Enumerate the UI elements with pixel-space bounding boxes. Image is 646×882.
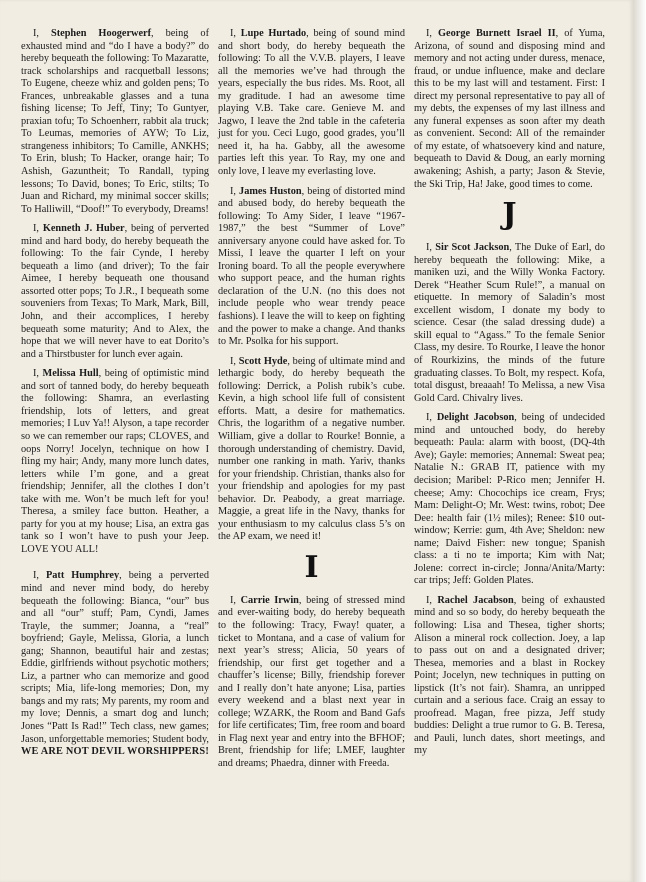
column-3 <box>414 28 605 765</box>
entry-closing: WE ARE NOT DEVIL WORSHIPPERS! <box>21 746 209 758</box>
column-1 <box>21 28 209 766</box>
entry-text: being of perverted mind and hard body, do hereby bequeath the following: To the fair Cynde, I hereby bequeath a limo (and driver); To the fair Aimee, I hereby bequeath one thousand assorted otter pops; To J.R., I bequeath some souveniers from Texas; To Mark, Mark, Bill, John, and their accomplices, I hereby bequeath some maturity; And to Alex, the hope that we will never have to eat Dorito’s and a Thirstbuster for lunch ever again. <box>21 223 209 360</box>
will-entry: I, Melissa Hull, being of optimistic mind and sort of tanned body, do hereby bequeath the following: Shamra, an everlasting friendship, lots of letters, and great memories; I Luv Ya!! Alyson, a tape recorder so we can remember our raps; CLOVES, and oops Norry! Jocelyn, technique on how I fling my hair; Andy, many more lunch dates, letters while I’m gone, and a great friendship; Jennifer, all the clothes I don’t take with me. Won’t be much left for you! Theresa, a smiley face button. Heather, a party for you at my house; Lisa, an extra gas tank so I won’t have to push your Jeep. LOVE YOU ALL! <box>21 368 209 555</box>
entry-text: being of stressed mind and ever-waiting body, do hereby bequeath to the following: Tracy, Fway! quater, a ticket to Montana, and a case of valium for next year’s stress; Alicia, 50 years of friendship, our first get together and a chauffer’s license; Billy, friendship forever and I really don’t hate anyone; Lisa, parties every weekend and a blast next year in college; WZARK, the Room and Band Gafs for life certificates; Tim, free room and board in Flag next year and entry into the BFHOF; Brent, friendship for life; LMEF, laughter and dreams; Phaedra, dinner with Freeda. <box>218 594 405 769</box>
entry-name: Scott Hyde <box>238 355 288 367</box>
will-entry: I, Carrie Irwin, being of stressed mind and ever-waiting body, do hereby bequeath to the following: Tracy, Fway! quater, a ticket to Montana, and a case of valium for next year’s stress; Alicia, 50 years of friendship, our first get together and a chauffer’s license; Billy, friendship forever and I really don’t hate anyone; Lisa, parties every weekend and a blast next year in college; WZARK, the Room and Band Gafs for life certificates; Tim, free room and board in Flag next year and entry into the BFHOF; Brent, friendship for life; LMEF, laughter and dreams; Phaedra, dinner with Freeda. <box>218 594 405 769</box>
will-entry: I, Delight Jacobson, being of undecided mind and untouched body, do hereby bequeath: Paula: alarm with boost, (DQ-4th Ave); Gayle: memories; Annemal: Sweat pea; Natalie N.: GRAB IT, patience with my decision; Maribel: P-Rico men; Jennifer H. cheese; Amy: Chocochips ice cream, Frys; Mam: Delight-O; Mr. West: twins, robot; Dee Dee: health fair (1½ miles); Renee: $10 out-window; Kerrie: gum, 4th Ave; Sheldon: new name; Daivd Fisher: new tongue; Spanish class: a ti no te importa; Kim with Nat; Jolene: correct in-circle; Jonna/Anita/Marty: car trips; Jeff: Golden Plates. <box>414 412 606 587</box>
entry-name: Delight Jacobson <box>436 412 515 424</box>
entry-name: Kenneth J. Huber <box>42 223 125 235</box>
entry-name: Carrie Irwin <box>240 594 299 606</box>
entry-text: being of ultimate mind and lethargic body, do hereby bequeath the following: Derrick, a Polish rubik’s cube. Kevin, a high school life full of consistent efforts. Matt, a desire for mathematics. Chris, the logarithm of a negative number. William, give a dollar to Rourke! Bonnie, a thorough understanding of chemistry. David, number one ranking in math. Yariv, thanks for your friendship. Christian, thanks also for your friendship and apologies for my past behavior. Dr. Peabody, a great marriage. Maggie, a great life in the Navy, thanks for your enthusiasm to my calculus class 5’s on the AP exam, we need it! <box>218 355 405 543</box>
will-entry: I, Rachel Jacabson, being of exhausted mind and so so body, do hereby bequeath the following: Lisa and Thesea, tigher shorts; Alison a mineral rock collection. Joey, a lap to pass out on and a designated driver; Thesea, memories and a blast in Rockey Point; Jocelyn, new techniques in putting on lipstick (It’s not fair). Shamra, an unripped curtain and a serious face. Craig an essay to proofread. Magan, free pizza, Jeff study buddies: Delight a true rumor to G. B. Teresa, and Pauli, lunch dates, short meetings, and my <box>414 594 606 757</box>
entry-text: being of exhausted mind and “do I have a body?” do hereby bequeath the following: To Mazaratte, track scholarships and racquetball lessons; To Eugene, cheeze whiz and golden pens; To Frances, unbreakable glasses and a tuna fishing license; To Jeff, Tiny; To Guntyer, praxian tofu; To Schoenherr, rabbit ala truck; To Leumas, memories of AYW; To Liz, strangeness inhibitors; To Camille, ANKHS; To Erin, blush; To Hacker, orange hair; To Ashish, Gazuntheit; To Randall, typing lessons; To David, bones; To Eric, stilts; To Juan and Richard, my minimal soccer skills; To Halliwill, “Doof!” To everybody, Dreams! <box>21 28 210 215</box>
entry-text: being of undecided mind and untouched body, do hereby bequeath: Paula: alarm with boost, (DQ-4th Ave); Gayle: memories; Annemal: Sweat pea; Natalie N.: GRAB IT, patience with my decision; Maribel: P-Rico men; Jennifer H. cheese; Amy: Chocochips ice cream, Frys; Mam: Delight-O; Mr. West: twins, robot; Dee Dee: health fair (1½ miles); Renee: $10 out-window; Kerrie: gum, 4th Ave; Sheldon: new name; Daivd Fisher: new tongue; Spanish class: a ti no te importa; Kim with Nat; Jolene: correct in-circle; Jonna/Anita/Marty: car trips; Jeff: Golden Plates. <box>414 412 606 587</box>
will-entry: I, George Burnett Israel II, of Yuma, Arizona, of sound and disposing mind and memory and not acting under duress, menace, fraud, or undue influence, make and declare this to be my last will and testament. First: I direct my personal representative to pay all of my debts, the expenses of my last illness and any funeral expenses as soon after my death as convenient. Second: All of the remainder of my estate, of whatsoevery kind and nature, bequeath to David & Doug, an early morning awakening; Ashish, a party; Jason & Stevie, the Ski Trip, Ha! Jake, good times to come. <box>414 28 605 190</box>
will-entry: I, James Huston, being of distorted mind and abused body, do hereby bequeath the following: To Amy Sider, I leave “1967-1987,” the best “Summer of Love” anniversary anyone could have asked for. To Missi, I leave the quarter I left on your Ironing board. To all the people everywhere who support peace, and the human rights declaration of the U.N. (no this does not include people who wear trendy peace fashions). I leave the will to keep on fighting and the power to make a change. And thanks to Mr. Psolka for his support. <box>218 185 405 348</box>
entry-text: of Yuma, Arizona, of sound and disposing mind and memory and not acting under duress, menace, fraud, or undue influence, make and declare this to be my last will and testament. First: I direct my personal representative to pay all of my debts, the expenses of my last illness and any funeral expenses as soon after my death as convenient. Second: All of the remainder of my estate, of whatsoevery kind and nature, bequeath to David & Doug, an early morning awakening; Ashish, a party; Jason & Stevie, the Ski Trip, Ha! Jake, good times to come. <box>414 28 605 190</box>
section-letter-ornament: I <box>304 549 319 585</box>
entry-name: Melissa Hull <box>42 368 99 380</box>
entry-text: being of optimistic mind and sort of tanned body, do hereby bequeath the following: Shamra, an everlasting friendship, lots of letters, and great memories; I Luv Ya!! Alyson, a tape recorder so we can remember our raps; CLOVES, and oops Norry! Jocelyn, technique on how I fling my hair; Andy, many more lunch dates, letters while I’m gone, and a great friendship; Jennifer, all the clothes I don’t take with me. Won’t be much left for you! Theresa, a smiley face button. Heather, a party for you at my house; Lisa, an extra gas tank so I won’t have to push your Jeep. LOVE YOU ALL! <box>21 368 209 555</box>
section-letter-ornament: J <box>502 197 517 233</box>
page-edge <box>633 0 646 882</box>
entry-name: James Huston <box>239 185 302 197</box>
will-entry: I, Kenneth J. Huber, being of perverted mind and hard body, do hereby bequeath the following: To the fair Cynde, I hereby bequeath a limo (and driver); To the fair Aimee, I hereby bequeath one thousand assorted otter pops; To J.R., I bequeath some souveniers from Texas; To Mark, Mark, Bill, John, and their accomplices, I hereby bequeath some maturity; And to Alex, the hope that we will never have to eat Dorito’s and a Thirstbuster for lunch ever again. <box>21 223 209 360</box>
entry-name: Sir Scot Jackson <box>435 242 510 254</box>
entry-name: Stephen Hoogerwerf <box>50 28 152 39</box>
entry-name: George Burnett Israel II <box>438 28 556 39</box>
entry-text: being of sound mind and short body, do hereby bequeath the following: To all the V.V.B. players, I leave all the memories we’ve had through the years, especially the bus rides. Ms. Root, all my graditude. I had an awesome time playing V.B. Take care. Genieve M. and Jagwo, I leave the 2nd table in the cafeteria just for you. Ceci Lugo, good grades, you’ll need it, ha ha. Gabby, all the awesome parties left this year. To Ray, my one and only love, I leave my everlasting love. <box>218 28 405 178</box>
will-entry: I, Scott Hyde, being of ultimate mind and lethargic body, do hereby bequeath the following: Derrick, a Polish rubik’s cube. Kevin, a high school life full of consistent efforts. Matt, a desire for mathematics. Chris, the logarithm of a negative number. William, give a dollar to Rourke! Bonnie, a thorough understanding of chemistry. David, number one ranking in math. Yariv, thanks for your friendship. Christian, thanks also for your friendship and apologies for my past behavior. Dr. Peabody, a great marriage. Maggie, a great life in the Navy, thanks for your enthusiasm to my calculus class 5’s on the AP exam, we need it! <box>218 355 405 543</box>
entry-text: being a perverted mind and never mind body, do hereby bequeath the following: Bianca, “our” bus and all “our” stuff; Pam, Cyndi, James Trayle, the summer; Joanna, a “real” boyfriend; Gayle, Melissa, Gloria, a lunch gang; Shannon, beautiful hair and zestas; Eddie, girlfriends without psychotic mothers; Liz, a partner who can memorize and good scripts; Mia, life-long memories; Don, my bangs and my rats; My parents, my room and my love; Dennis, a smart dog and lunch; Jones “Patt Is Rad!” Tech class, new games; Jason, unforgettable memories; Student body, <box>21 570 209 745</box>
column-2 <box>218 28 405 778</box>
entry-name: Lupe Hurtado <box>240 28 307 39</box>
will-entry: I, Patt Humphrey, being a perverted mind and never mind body, do hereby bequeath the following: Bianca, “our” bus and all “our” stuff; Pam, Cyndi, James Trayle, the summer; Joanna, a “real” boyfriend; Gayle, Melissa, Gloria, a lunch gang; Shannon, beautiful hair and zestas; Eddie, girlfriends without psychotic mothers; Liz, a partner who can memorize and good scripts; Mia, life-long memories; Don, my bangs and my rats; My parents, my room and my love; Dennis, a smart dog and lunch; Jones “Patt Is Rad!” Tech class, new games; Jason, unforgettable memories; Student body, WE ARE NOT DEVIL WORSHIPPERS! <box>21 570 209 758</box>
will-entry: I, Stephen Hoogerwerf, being of exhausted mind and “do I have a body?” do hereby bequeath the following: To Mazaratte, track scholarships and racquetball lessons; To Eugene, cheeze whiz and golden pens; To Frances, unbreakable glasses and a tuna fishing license; To Jeff, Tiny; To Guntyer, praxian tofu; To Schoenherr, rabbit ala truck; To Leumas, memories of AYW; To Liz, strangeness inhibitors; To Camille, ANKHS; To Erin, blush; To Hacker, orange hair; To Ashish, Gazuntheit; To Randall, typing lessons; To David, bones; To Eric, stilts; To Juan and Richard, my minimal soccer skills; To Halliwill, “Doof!” To everybody, Dreams! <box>21 28 210 215</box>
entry-name: Patt Humphrey <box>45 570 120 582</box>
entry-name: Rachel Jacabson <box>437 594 514 606</box>
will-entry: I, Lupe Hurtado, being of sound mind and short body, do hereby bequeath the following: To all the V.V.B. players, I leave all the memories we’ve had through the years, especially the bus rides. Ms. Root, all my graditude. I had an awesome time playing V.B. Take care. Genieve M. and Jagwo, I leave the 2nd table in the cafeteria just for you. Ceci Lugo, good grades, you’ll need it, ha ha. Gabby, all the awesome parties left this year. To Ray, my one and only love, I leave my everlasting love. <box>218 28 405 178</box>
entry-text: The Duke of Earl, do hereby bequeath the following: Mike, a maniken uzi, and the Willy Wonka Factory. Derek “Heather Scum Rule!”, a manual on etiquette. In memory of Saladin’s most excellent wisdom, I donate my body to science. Cesar (the salad dressing dude) a skill equal to “Agass.” To the female Senior Class, my desire. To Rourke, I leave the honor of Rourkizins, the minds of the future graduating classes. To Bolt, my respect. Kofa, total disgust, breaaah! To Melissa, a new Visa Gold Card. Chivalry lives. <box>414 242 605 404</box>
will-entry: I, Sir Scot Jackson, The Duke of Earl, do hereby bequeath the following: Mike, a maniken uzi, and the Willy Wonka Factory. Derek “Heather Scum Rule!”, a manual on etiquette. In memory of Saladin’s most excellent wisdom, I donate my body to science. Cesar (the salad dressing dude) a skill equal to “Agass.” To the female Senior Class, my desire. To Rourke, I leave the honor of Rourkizins, the minds of the future graduating classes. To Bolt, my respect. Kofa, total disgust, breaaah! To Melissa, a new Visa Gold Card. Chivalry lives. <box>414 242 605 404</box>
entry-text: being of exhausted mind and so so body, do hereby bequeath the following: Lisa and Thesea, tigher shorts; Alison a mineral rock collection. Joey, a lap to pass out on and a designated driver; Thesea, memories and a blast in Rockey Point; Jocelyn, new techniques in putting on lipstick (It’s not fair). Shamra, an unripped curtain and a serious face. Craig an essay to proofread. Magan, free pizza, Jeff study buddies: Delight a true rumor to G. B. Teresa, and Pauli, lunch dates, short meetings, and my <box>414 594 606 757</box>
entry-text: being of distorted mind and abused body, do hereby bequeath the following: To Amy Sider, I leave “1967-1987,” the best “Summer of Love” anniversary anyone could have asked for. To Missi, I leave the quarter I left on your Ironing board. To all the people everywhere who support peace, and the human rights declaration of the U.N. (no this does not include people who wear trendy peace fashions). I leave the will to keep on fighting and the power to make a change. And thanks to Mr. Psolka for his support. <box>218 185 405 348</box>
